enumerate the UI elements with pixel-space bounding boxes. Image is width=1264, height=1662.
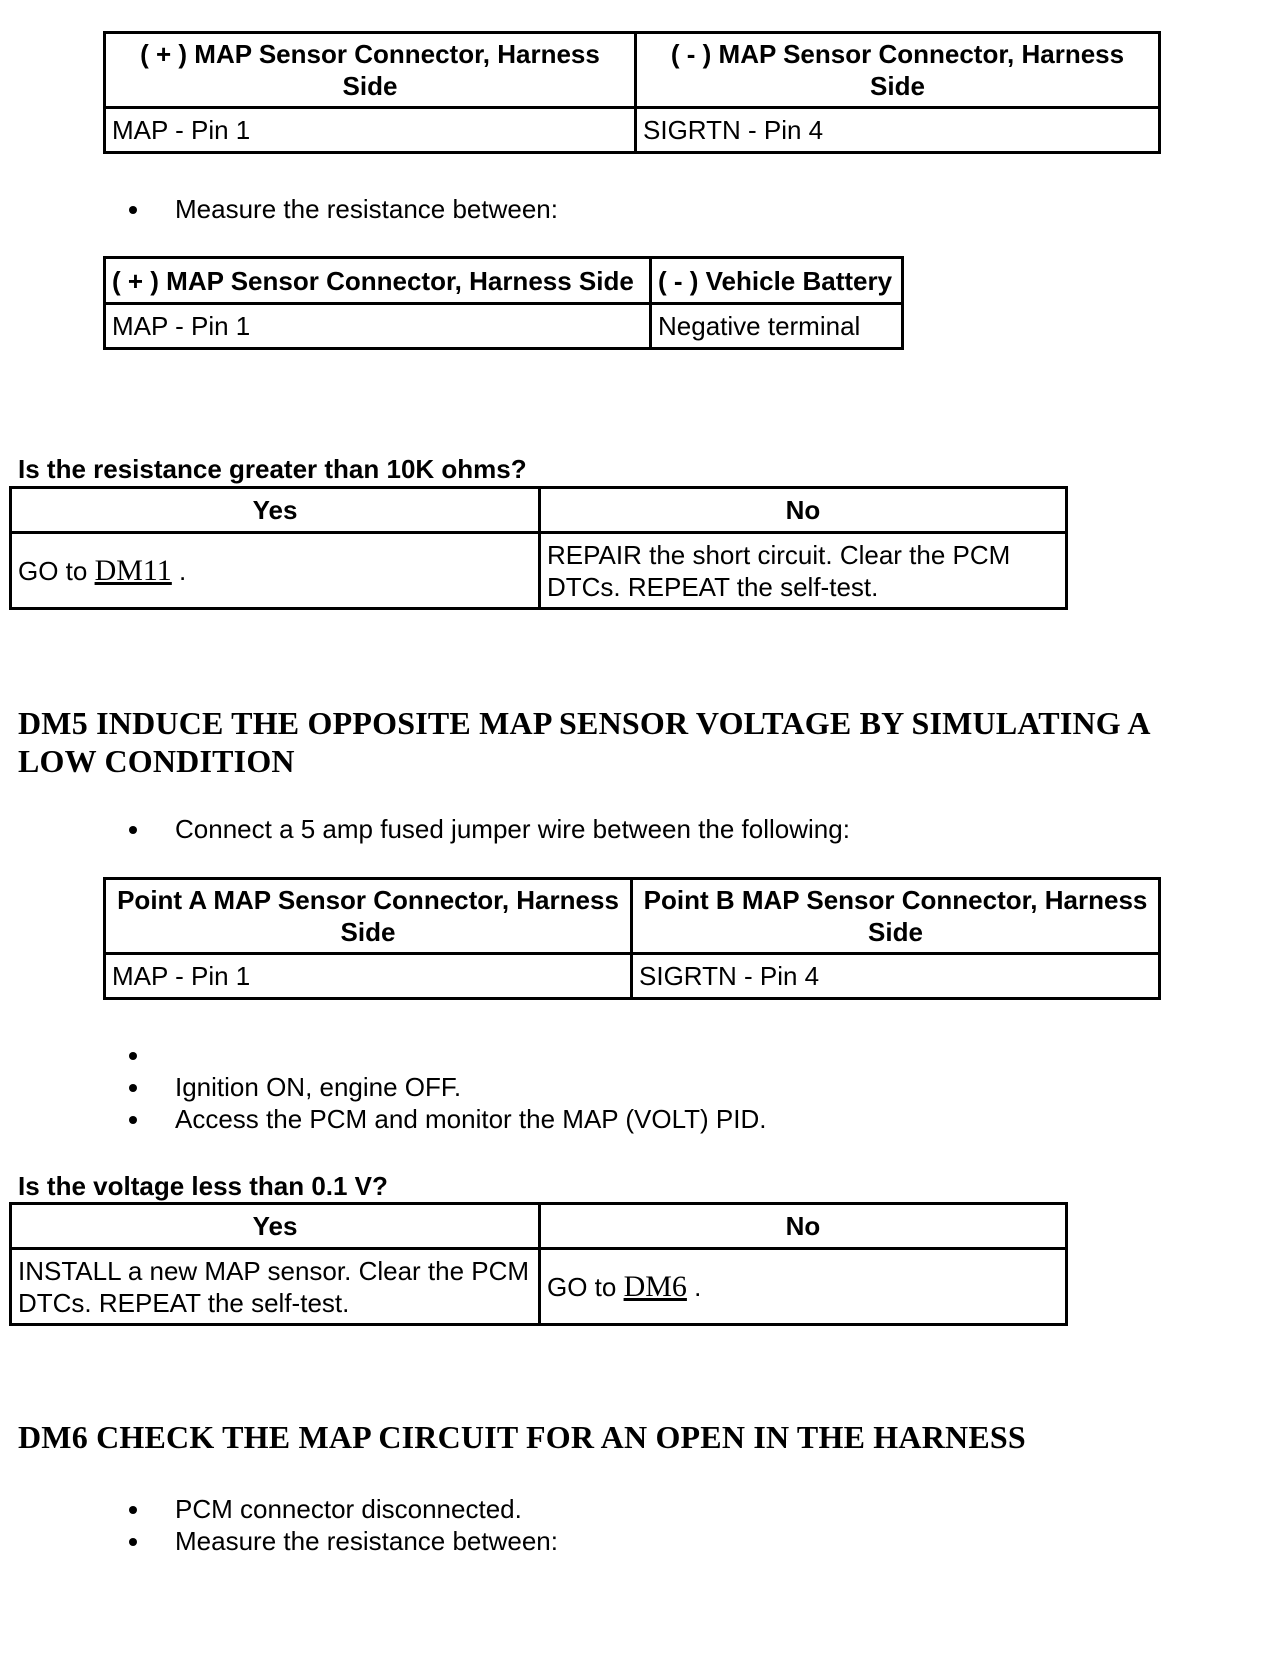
question-voltage: Is the voltage less than 0.1 V? <box>18 1171 388 1201</box>
table1-cell-positive: MAP - Pin 1 <box>105 108 636 153</box>
decision1-no-cell: REPAIR the short circuit. Clear the PCM DTCs. REPEAT the self-test. <box>540 533 1067 609</box>
bullet-icon <box>129 1116 137 1124</box>
bullet-icon <box>129 206 137 214</box>
decision2-no-prefix: GO to <box>547 1271 624 1302</box>
table1-cell-negative: SIGRTN - Pin 4 <box>636 108 1160 153</box>
bullet-icon <box>129 826 137 834</box>
decision2-no-suffix: . <box>686 1271 702 1302</box>
bullet-icon <box>129 1052 137 1060</box>
instruction-measure-resistance: Measure the resistance between: <box>175 194 558 224</box>
decision1-yes-suffix: . <box>171 555 187 586</box>
decision2-yes-header: Yes <box>11 1204 540 1249</box>
heading-dm6: DM6 CHECK THE MAP CIRCUIT FOR AN OPEN IN THE HARNESS <box>18 1419 1026 1455</box>
decision-table-voltage <box>9 1202 1068 1326</box>
instruction-pcm-disconnected: PCM connector disconnected. <box>175 1494 522 1524</box>
table2-cell-positive: MAP - Pin 1 <box>105 304 651 349</box>
link-dm6[interactable]: DM6 <box>623 1269 687 1303</box>
decision1-yes-header: Yes <box>11 488 540 533</box>
bullet-icon <box>129 1084 137 1092</box>
instruction-measure-resistance-2: Measure the resistance between: <box>175 1526 558 1556</box>
instruction-connect-jumper: Connect a 5 amp fused jumper wire between the following: <box>175 814 850 844</box>
decision2-no-header: No <box>540 1204 1067 1249</box>
table3-header-point-a: Point A MAP Sensor Connector, Harness Side <box>105 879 632 954</box>
table1-header-negative: ( - ) MAP Sensor Connector, Harness Side <box>636 33 1160 108</box>
table-map-sensor-resistance <box>103 31 1161 154</box>
table-jumper-points <box>103 877 1161 1000</box>
table3-cell-point-b: SIGRTN - Pin 4 <box>632 954 1160 999</box>
decision-table-resistance <box>9 486 1068 610</box>
instruction-access-pcm: Access the PCM and monitor the MAP (VOLT) PID. <box>175 1104 767 1134</box>
decision1-yes-cell <box>11 533 540 609</box>
heading-dm5: DM5 INDUCE THE OPPOSITE MAP SENSOR VOLTAGE BY SIMULATING A LOW CONDITION <box>18 705 1149 779</box>
table2-header-negative: ( - ) Vehicle Battery <box>651 258 903 304</box>
bullet-icon <box>129 1538 137 1546</box>
instruction-ignition-on: Ignition ON, engine OFF. <box>175 1072 462 1102</box>
link-dm11[interactable]: DM11 <box>94 553 172 587</box>
bullet-icon <box>129 1506 137 1514</box>
table2-cell-negative: Negative terminal <box>651 304 903 349</box>
decision1-yes-prefix: GO to <box>18 555 95 586</box>
table3-cell-point-a: MAP - Pin 1 <box>105 954 632 999</box>
decision2-no-cell <box>540 1249 1067 1325</box>
table2-header-positive: ( + ) MAP Sensor Connector, Harness Side <box>105 258 651 304</box>
decision2-yes-cell: INSTALL a new MAP sensor. Clear the PCM DTCs. REPEAT the self-test. <box>11 1249 540 1325</box>
question-resistance: Is the resistance greater than 10K ohms? <box>18 454 527 484</box>
table-map-battery-resistance <box>103 256 904 350</box>
table3-header-point-b: Point B MAP Sensor Connector, Harness Side <box>632 879 1160 954</box>
decision1-no-header: No <box>540 488 1067 533</box>
table1-header-positive: ( + ) MAP Sensor Connector, Harness Side <box>105 33 636 108</box>
